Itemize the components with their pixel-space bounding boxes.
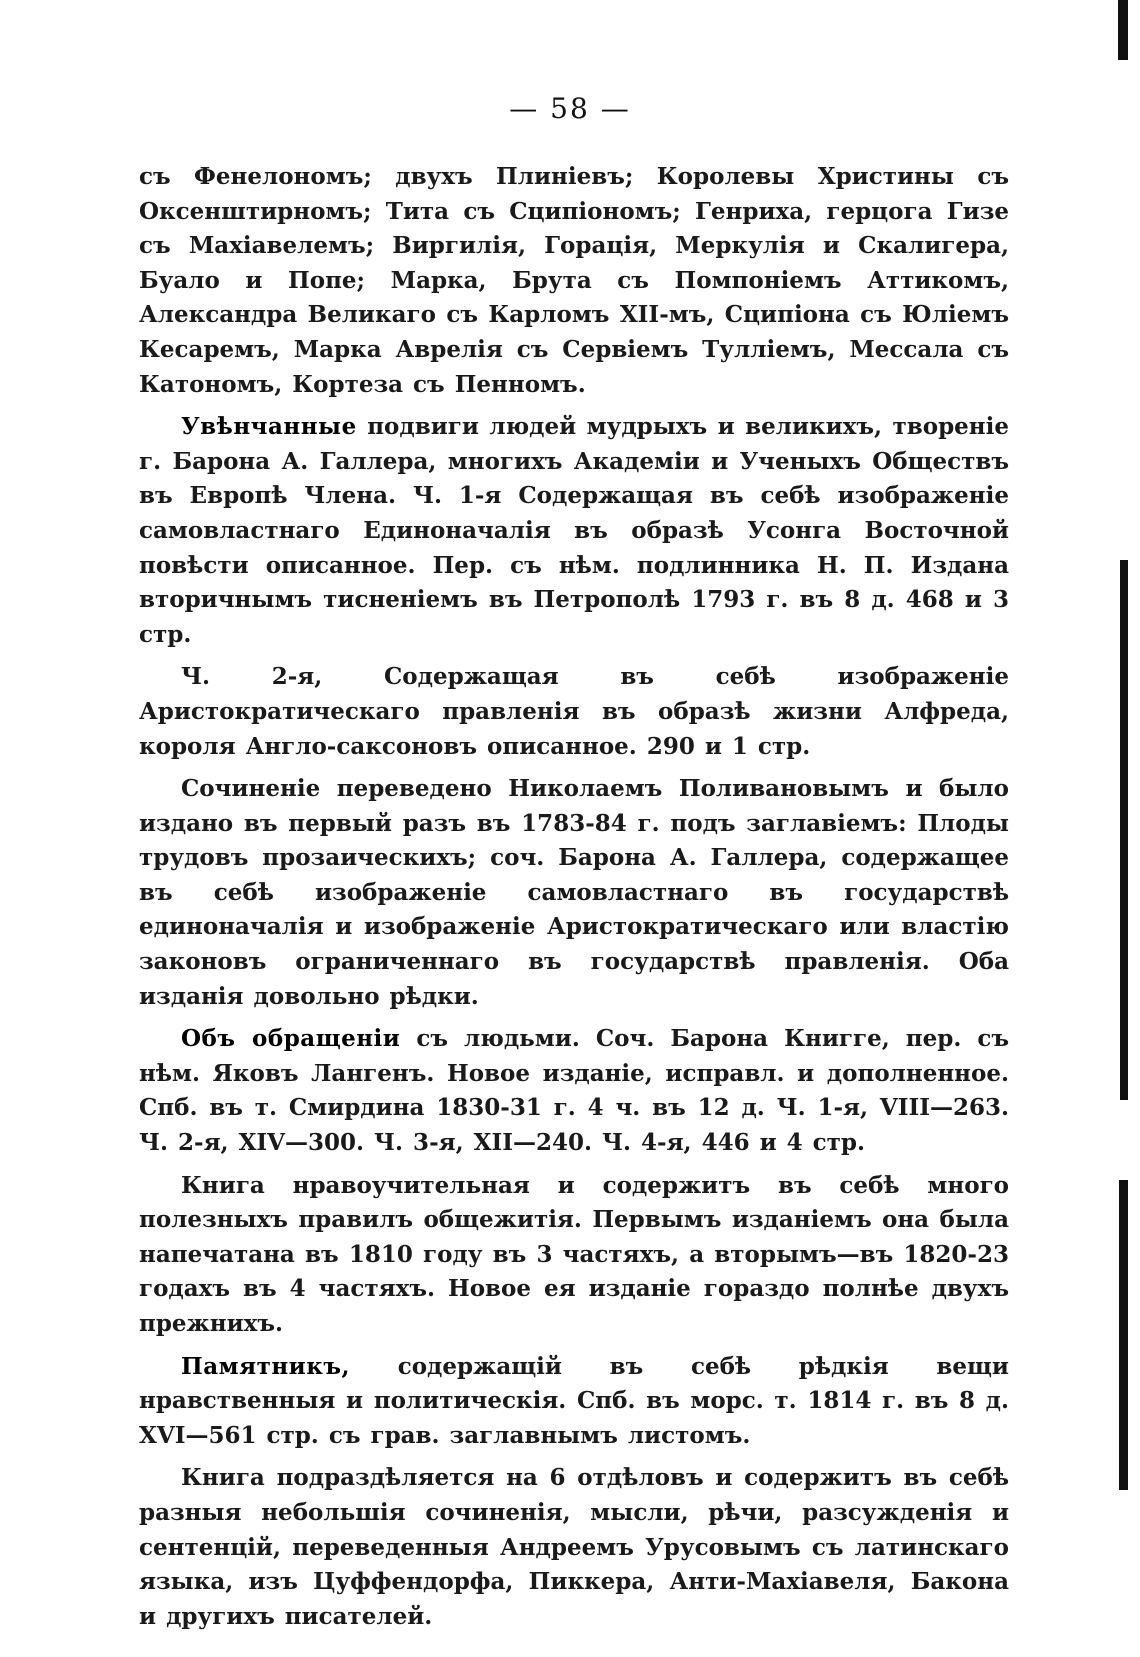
paragraph-text: съ людьми. Соч. Барона Книгге, пер. съ нѣм. Яковъ Лангенъ. Новое изданіе, исправл. и дополненное. Спб. въ т. Смирдина 1830-31 г. 4 ч. въ 12 д. Ч. 1-я, VIII—263. Ч. 2-я, XIV—300. Ч. 3-я, XII—240. Ч. 4-я, 446 и 4 стр. <box>139 1025 1009 1157</box>
entry-title: Увѣнчанные <box>181 413 357 441</box>
paragraph-text: Ч. 2-я, Содержащая въ себѣ изображеніе Аристократическаго правленія въ образѣ жизни Алфреда, короля Англо-саксоновъ описанное. 290 и 1 стр. <box>139 663 1009 760</box>
page-edge-shadow <box>1112 0 1140 1657</box>
page-number: — 58 — <box>509 92 631 125</box>
entry-title: Памятникъ, <box>181 1352 350 1380</box>
paragraph-4 <box>139 772 1009 1014</box>
paragraph-1 <box>139 160 1009 402</box>
paragraph-text: Книга нравоучительная и содержитъ въ себѣ много полезныхъ правилъ общежитія. Первымъ изданіемъ она была напечатана въ 1810 году въ 3 частяхъ, а вторымъ—въ 1820-23 годахъ въ 4 частяхъ. Новое ея изданіе гораздо полнѣе двухъ прежнихъ. <box>139 1171 1009 1337</box>
paragraph-text: съ Фенелономъ; двухъ Плиніевъ; Королевы Христины съ Оксенштирномъ; Тита съ Сципіономъ; Генриха, герцога Гизе съ Махіавелемъ; Виргилія, Горація, Меркулія и Скалигера, Буало и Попе; Марка, Брута съ Помпоніемъ Аттикомъ, Александра Великаго съ Карломъ XII-мъ, Сципіона съ Юліемъ Кесаремъ, Марка Аврелія съ Сервіемъ Тулліемъ, Мессала съ Катономъ, Кортеза съ Пенномъ. <box>139 163 1009 398</box>
paragraph-3 <box>139 660 1009 764</box>
paragraph-6 <box>139 1169 1009 1342</box>
entry-title: Объ обращеніи <box>181 1025 401 1053</box>
paragraph-2 <box>139 410 1009 652</box>
paragraph-text: подвиги людей мудрыхъ и великихъ, твореніе г. Барона А. Галлера, многихъ Академіи и Ученыхъ Обществъ въ Европѣ Члена. Ч. 1-я Содержащая въ себѣ изображеніе самовластнаго Единоначалія въ образѣ Усонга Восточной повѣсти описанное. Пер. съ нѣм. подлинника Н. П. Издана вторичнымъ тисненіемъ въ Петрополѣ 1793 г. въ 8 д. 468 и 3 стр. <box>139 413 1009 648</box>
paragraph-8 <box>139 1461 1009 1634</box>
edge-bar <box>1120 560 1128 1100</box>
paragraph-5 <box>139 1022 1009 1160</box>
paragraph-text: содержащій въ себѣ рѣдкія вещи нравственныя и политическія. Спб. въ морс. т. 1814 г. въ 8 д. XVI—561 стр. съ грав. заглавнымъ листомъ. <box>139 1352 1009 1449</box>
edge-bar <box>1119 1180 1128 1490</box>
paragraph-text: Сочиненіе переведено Николаемъ Поливановымъ и было издано въ первый разъ въ 1783-84 г. подъ заглавіемъ: Плоды трудовъ прозаическихъ; соч. Барона А. Галлера, содержащее въ себѣ изображеніе самовластнаго въ государствѣ единоначалія и изображеніе Аристократическаго или властію законовъ ограниченнаго въ государствѣ правленія. Оба изданія довольно рѣдки. <box>139 775 1009 1010</box>
edge-bar <box>1118 0 1128 60</box>
paragraph-7 <box>139 1350 1009 1454</box>
paragraph-text: Книга подраздѣляется на 6 отдѣловъ и содержитъ въ себѣ разныя небольшія сочиненія, мысли, рѣчи, разсужденія и сентенцій, переведенныя Андреемъ Урусовымъ съ латинскаго языка, изъ Цуффендорфа, Пиккера, Анти-Махіавеля, Бакона и другихъ писателей. <box>139 1464 1009 1630</box>
page-body <box>139 160 1009 1642</box>
